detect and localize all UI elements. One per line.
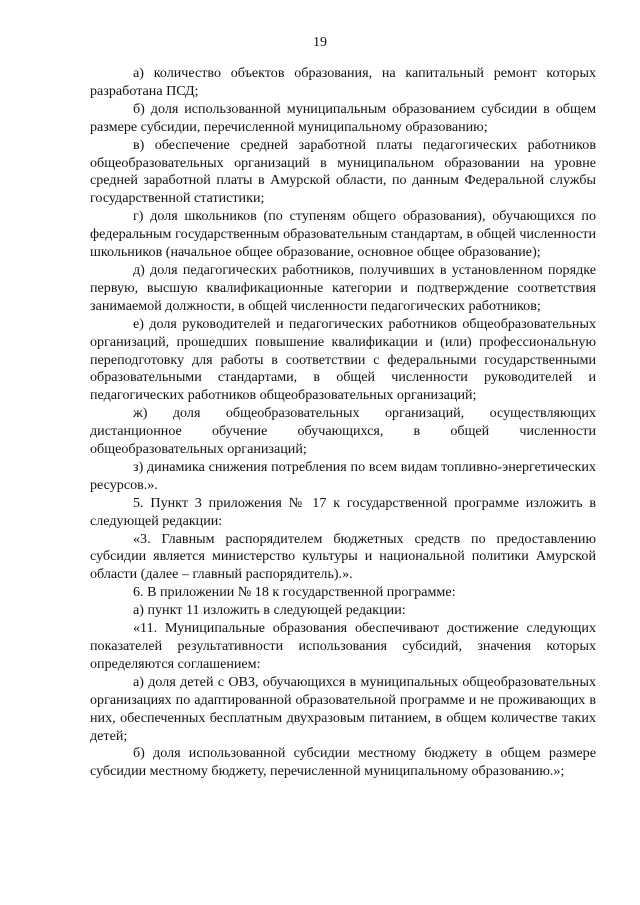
paragraph-item-e-training: е) доля руководителей и педагогических работников общеобразовательных организаций, прошедших повышение квалификации и (или) профессиональную переподготовку для работы в соответствии с федеральными государственными образовательными стандартами, в общей численности руководителей и педагогических работников общеобразовательных организаций;: [90, 315, 596, 404]
paragraph-quote-11: «11. Муниципальные образования обеспечивают достижение следующих показателей результативности использования субсидий, значения которых определяются соглашением:: [90, 620, 596, 672]
paragraph-quote-3: «3. Главным распорядителем бюджетных средств по предоставлению субсидии является министерство культуры и национальной политики Амурской области (далее – главный распорядитель).».: [90, 530, 596, 583]
paragraph-item-v-salary: в) обеспечение средней заработной платы педагогических работников общеобразовательных организаций в муниципальном образовании на уровне средней заработной платы в Амурской области, по данным Федеральной службы государственной статистики;: [90, 136, 596, 207]
paragraph-item-b-subsidy-share: б) доля использованной муниципальным образованием субсидии в общем размере субсидии, перечисленной муниципальному образованию;: [90, 100, 596, 135]
paragraph-item-d-teachers-categories: д) доля педагогических работников, получивших в установленном порядке первую, высшую квалификационные категории и подтверждение соответствия занимаемой должности, в общей численности педагогических работников;: [90, 261, 596, 314]
paragraph-item-z-energy: з) динамика снижения потребления по всем видам топливно-энергетических ресурсов.».: [90, 458, 596, 493]
paragraph-item-a-objects: а) количество объектов образования, на капитальный ремонт которых разработана ПСД;: [90, 65, 596, 99]
document-body: [90, 65, 596, 781]
paragraph-item-g-students-fgos: г) доля школьников (по ступеням общего образования), обучающихся по федеральным государственным образовательным стандартам, в общей численности школьников (начальное общее образование, основное общее образование);: [90, 208, 596, 261]
paragraph-item-a-ovz-children: а) доля детей с ОВЗ, обучающихся в муниципальных общеобразовательных организациях по адаптированной образовательной программе и не проживающих в них, обеспеченных бесплатным двухразовым питанием, в общем количестве таких детей;: [90, 673, 596, 744]
paragraph-point-5: 5. Пункт 3 приложения № 17 к государственной программе изложить в следующей редакции:: [90, 494, 596, 529]
paragraph-item-zh-distance-learning: ж) доля общеобразовательных организаций, осуществляющих дистанционное обучение обучающихся, в общей численности общеобразовательных организаций;: [90, 405, 596, 458]
paragraph-point-6: 6. В приложении № 18 к государственной программе:: [133, 584, 456, 601]
paragraph-subpoint-a: а) пункт 11 изложить в следующей редакции:: [133, 602, 406, 619]
page-number: 19: [313, 35, 327, 50]
paragraph-item-b-local-budget: б) доля использованной субсидии местному бюджету в общем размере субсидии местному бюджету, перечисленной муниципальному образованию.»;: [90, 745, 596, 780]
